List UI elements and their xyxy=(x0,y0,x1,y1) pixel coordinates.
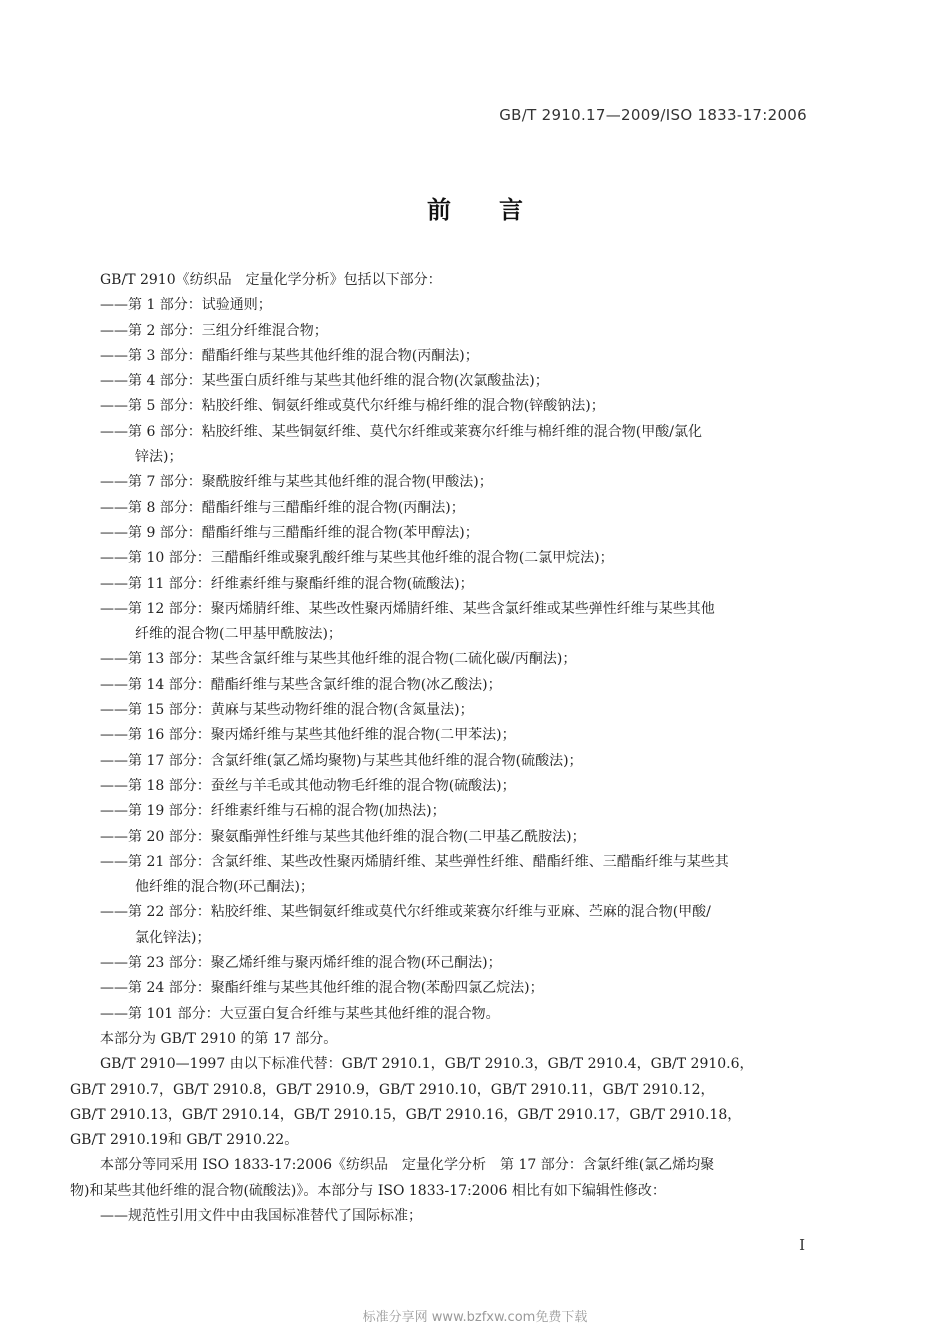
part-item xyxy=(70,344,812,369)
part-item-text: ——第 19 部分：纤维素纤维与石棉的混合物(加热法)； xyxy=(100,803,446,820)
part-item xyxy=(70,546,812,571)
part-item-continuation: 锌法)； xyxy=(135,449,183,466)
adoption-line: ——规范性引用文件中由我国标准替代了国际标准； xyxy=(100,1207,422,1224)
replaces-line: GB/T 2910.13，GB/T 2910.14，GB/T 2910.15，GB/T 2910.16，GB/T 2910.17，GB/T 2910.18， xyxy=(70,1106,742,1123)
part-item-text: ——第 18 部分：蚕丝与羊毛或其他动物毛纤维的混合物(硫酸法)； xyxy=(100,777,516,794)
part-item-text: ——第 12 部分：聚丙烯腈纤维、某些改性聚丙烯腈纤维、某些含氯纤维或某些弹性纤维与某些其他 xyxy=(100,600,715,617)
part-item-continuation: 氯化锌法)； xyxy=(135,929,211,946)
part-item xyxy=(70,319,812,344)
part-item xyxy=(70,647,812,672)
part-item xyxy=(70,597,812,648)
part-item-text: ——第 10 部分：三醋酯纤维或聚乳酸纤维与某些其他纤维的混合物(二氯甲烷法)； xyxy=(100,550,614,567)
part-item xyxy=(70,420,812,471)
part-item-text: ——第 9 部分：醋酯纤维与三醋酯纤维的混合物(苯甲醇法)； xyxy=(100,524,479,541)
intro-paragraph: GB/T 2910《纺织品 定量化学分析》包括以下部分： xyxy=(100,272,442,288)
document-body xyxy=(70,268,812,1229)
part-item-text: ——第 22 部分：粘胶纤维、某些铜氨纤维或莫代尔纤维或莱赛尔纤维与亚麻、苎麻的混合物(甲酸/ xyxy=(100,904,711,921)
adoption-line: 本部分等同采用 ISO 1833-17:2006《纺织品 定量化学分析 第 17 部分：含氯纤维(氯乙烯均聚 xyxy=(100,1157,715,1174)
page-title xyxy=(0,190,950,225)
part-item xyxy=(70,951,812,976)
part-item xyxy=(70,572,812,597)
part-item xyxy=(70,850,812,901)
part-item-text: ——第 14 部分：醋酯纤维与某些含氯纤维的混合物(冰乙酸法)； xyxy=(100,676,502,693)
adoption-paragraph xyxy=(70,1153,812,1229)
standard-code: GB/T 2910.17—2009/ISO 1833-17:2006 xyxy=(499,106,807,124)
part-item-text: ——第 11 部分：纤维素纤维与聚酯纤维的混合物(硫酸法)； xyxy=(100,575,474,592)
part-item xyxy=(70,293,812,318)
part-item-text: ——第 1 部分：试验通则； xyxy=(100,297,272,314)
part-item xyxy=(70,825,812,850)
part-item-text: ——第 101 部分：大豆蛋白复合纤维与某些其他纤维的混合物。 xyxy=(100,1005,500,1022)
part-item-text: ——第 3 部分：醋酯纤维与某些其他纤维的混合物(丙酮法)； xyxy=(100,347,479,364)
part-item xyxy=(70,470,812,495)
footer-watermark: 标准分享网 www.bzfxw.com免费下载 xyxy=(362,1310,588,1325)
replaces-paragraph xyxy=(70,1052,812,1153)
part-item xyxy=(70,673,812,698)
page-number: I xyxy=(799,1236,805,1254)
part-item-text: ——第 16 部分：聚丙烯纤维与某些其他纤维的混合物(二甲苯法)； xyxy=(100,727,516,744)
this-part-paragraph: 本部分为 GB/T 2910 的第 17 部分。 xyxy=(100,1030,338,1047)
part-item xyxy=(70,976,812,1001)
part-item-text: ——第 15 部分：黄麻与某些动物纤维的混合物(含氮量法)； xyxy=(100,702,474,719)
part-item xyxy=(70,369,812,394)
parts-list xyxy=(70,293,812,1027)
part-item xyxy=(70,698,812,723)
title-char-1: 前 xyxy=(427,196,451,224)
adoption-line: 物)和某些其他纤维的混合物(硫酸法)》。本部分与 ISO 1833-17:2006 相比有如下编辑性修改： xyxy=(70,1182,666,1199)
part-item xyxy=(70,723,812,748)
part-item-text: ——第 17 部分：含氯纤维(氯乙烯均聚物)与某些其他纤维的混合物(硫酸法)； xyxy=(100,752,583,769)
replaces-line: GB/T 2910—1997 由以下标准代替：GB/T 2910.1，GB/T 2910.3，GB/T 2910.4，GB/T 2910.6， xyxy=(100,1056,754,1073)
part-item xyxy=(70,521,812,546)
part-item xyxy=(70,900,812,951)
part-item-text: ——第 8 部分：醋酯纤维与三醋酯纤维的混合物(丙酮法)； xyxy=(100,499,465,516)
part-item xyxy=(70,749,812,774)
replaces-line: GB/T 2910.7，GB/T 2910.8，GB/T 2910.9，GB/T 2910.10，GB/T 2910.11，GB/T 2910.12， xyxy=(70,1081,715,1098)
part-item-text: ——第 24 部分：聚酯纤维与某些其他纤维的混合物(苯酚四氯乙烷法)； xyxy=(100,980,544,997)
part-item-text: ——第 20 部分：聚氨酯弹性纤维与某些其他纤维的混合物(二甲基乙酰胺法)； xyxy=(100,828,586,845)
part-item-continuation: 纤维的混合物(二甲基甲酰胺法)； xyxy=(135,626,342,643)
title-char-2: 言 xyxy=(499,196,523,224)
replaces-line: GB/T 2910.19和 GB/T 2910.22。 xyxy=(70,1132,299,1149)
part-item-text: ——第 6 部分：粘胶纤维、某些铜氨纤维、莫代尔纤维或莱赛尔纤维与棉纤维的混合物(甲酸/氯化 xyxy=(100,423,702,440)
part-item-text: ——第 7 部分：聚酰胺纤维与某些其他纤维的混合物(甲酸法)； xyxy=(100,474,493,491)
part-item xyxy=(70,799,812,824)
part-item xyxy=(70,394,812,419)
part-item xyxy=(70,774,812,799)
part-item xyxy=(70,1002,812,1027)
part-item xyxy=(70,496,812,521)
part-item-text: ——第 5 部分：粘胶纤维、铜氨纤维或莫代尔纤维与棉纤维的混合物(锌酸钠法)； xyxy=(100,398,605,415)
part-item-text: ——第 21 部分：含氯纤维、某些改性聚丙烯腈纤维、某些弹性纤维、醋酯纤维、三醋酯纤维与某些其 xyxy=(100,853,729,870)
part-item-text: ——第 23 部分：聚乙烯纤维与聚丙烯纤维的混合物(环己酮法)； xyxy=(100,955,502,972)
part-item-text: ——第 4 部分：某些蛋白质纤维与某些其他纤维的混合物(次氯酸盐法)； xyxy=(100,373,549,390)
part-item-text: ——第 13 部分：某些含氯纤维与某些其他纤维的混合物(二硫化碳/丙酮法)； xyxy=(100,651,577,668)
part-item-continuation: 他纤维的混合物(环己酮法)； xyxy=(135,879,314,896)
part-item-text: ——第 2 部分：三组分纤维混合物； xyxy=(100,322,328,339)
